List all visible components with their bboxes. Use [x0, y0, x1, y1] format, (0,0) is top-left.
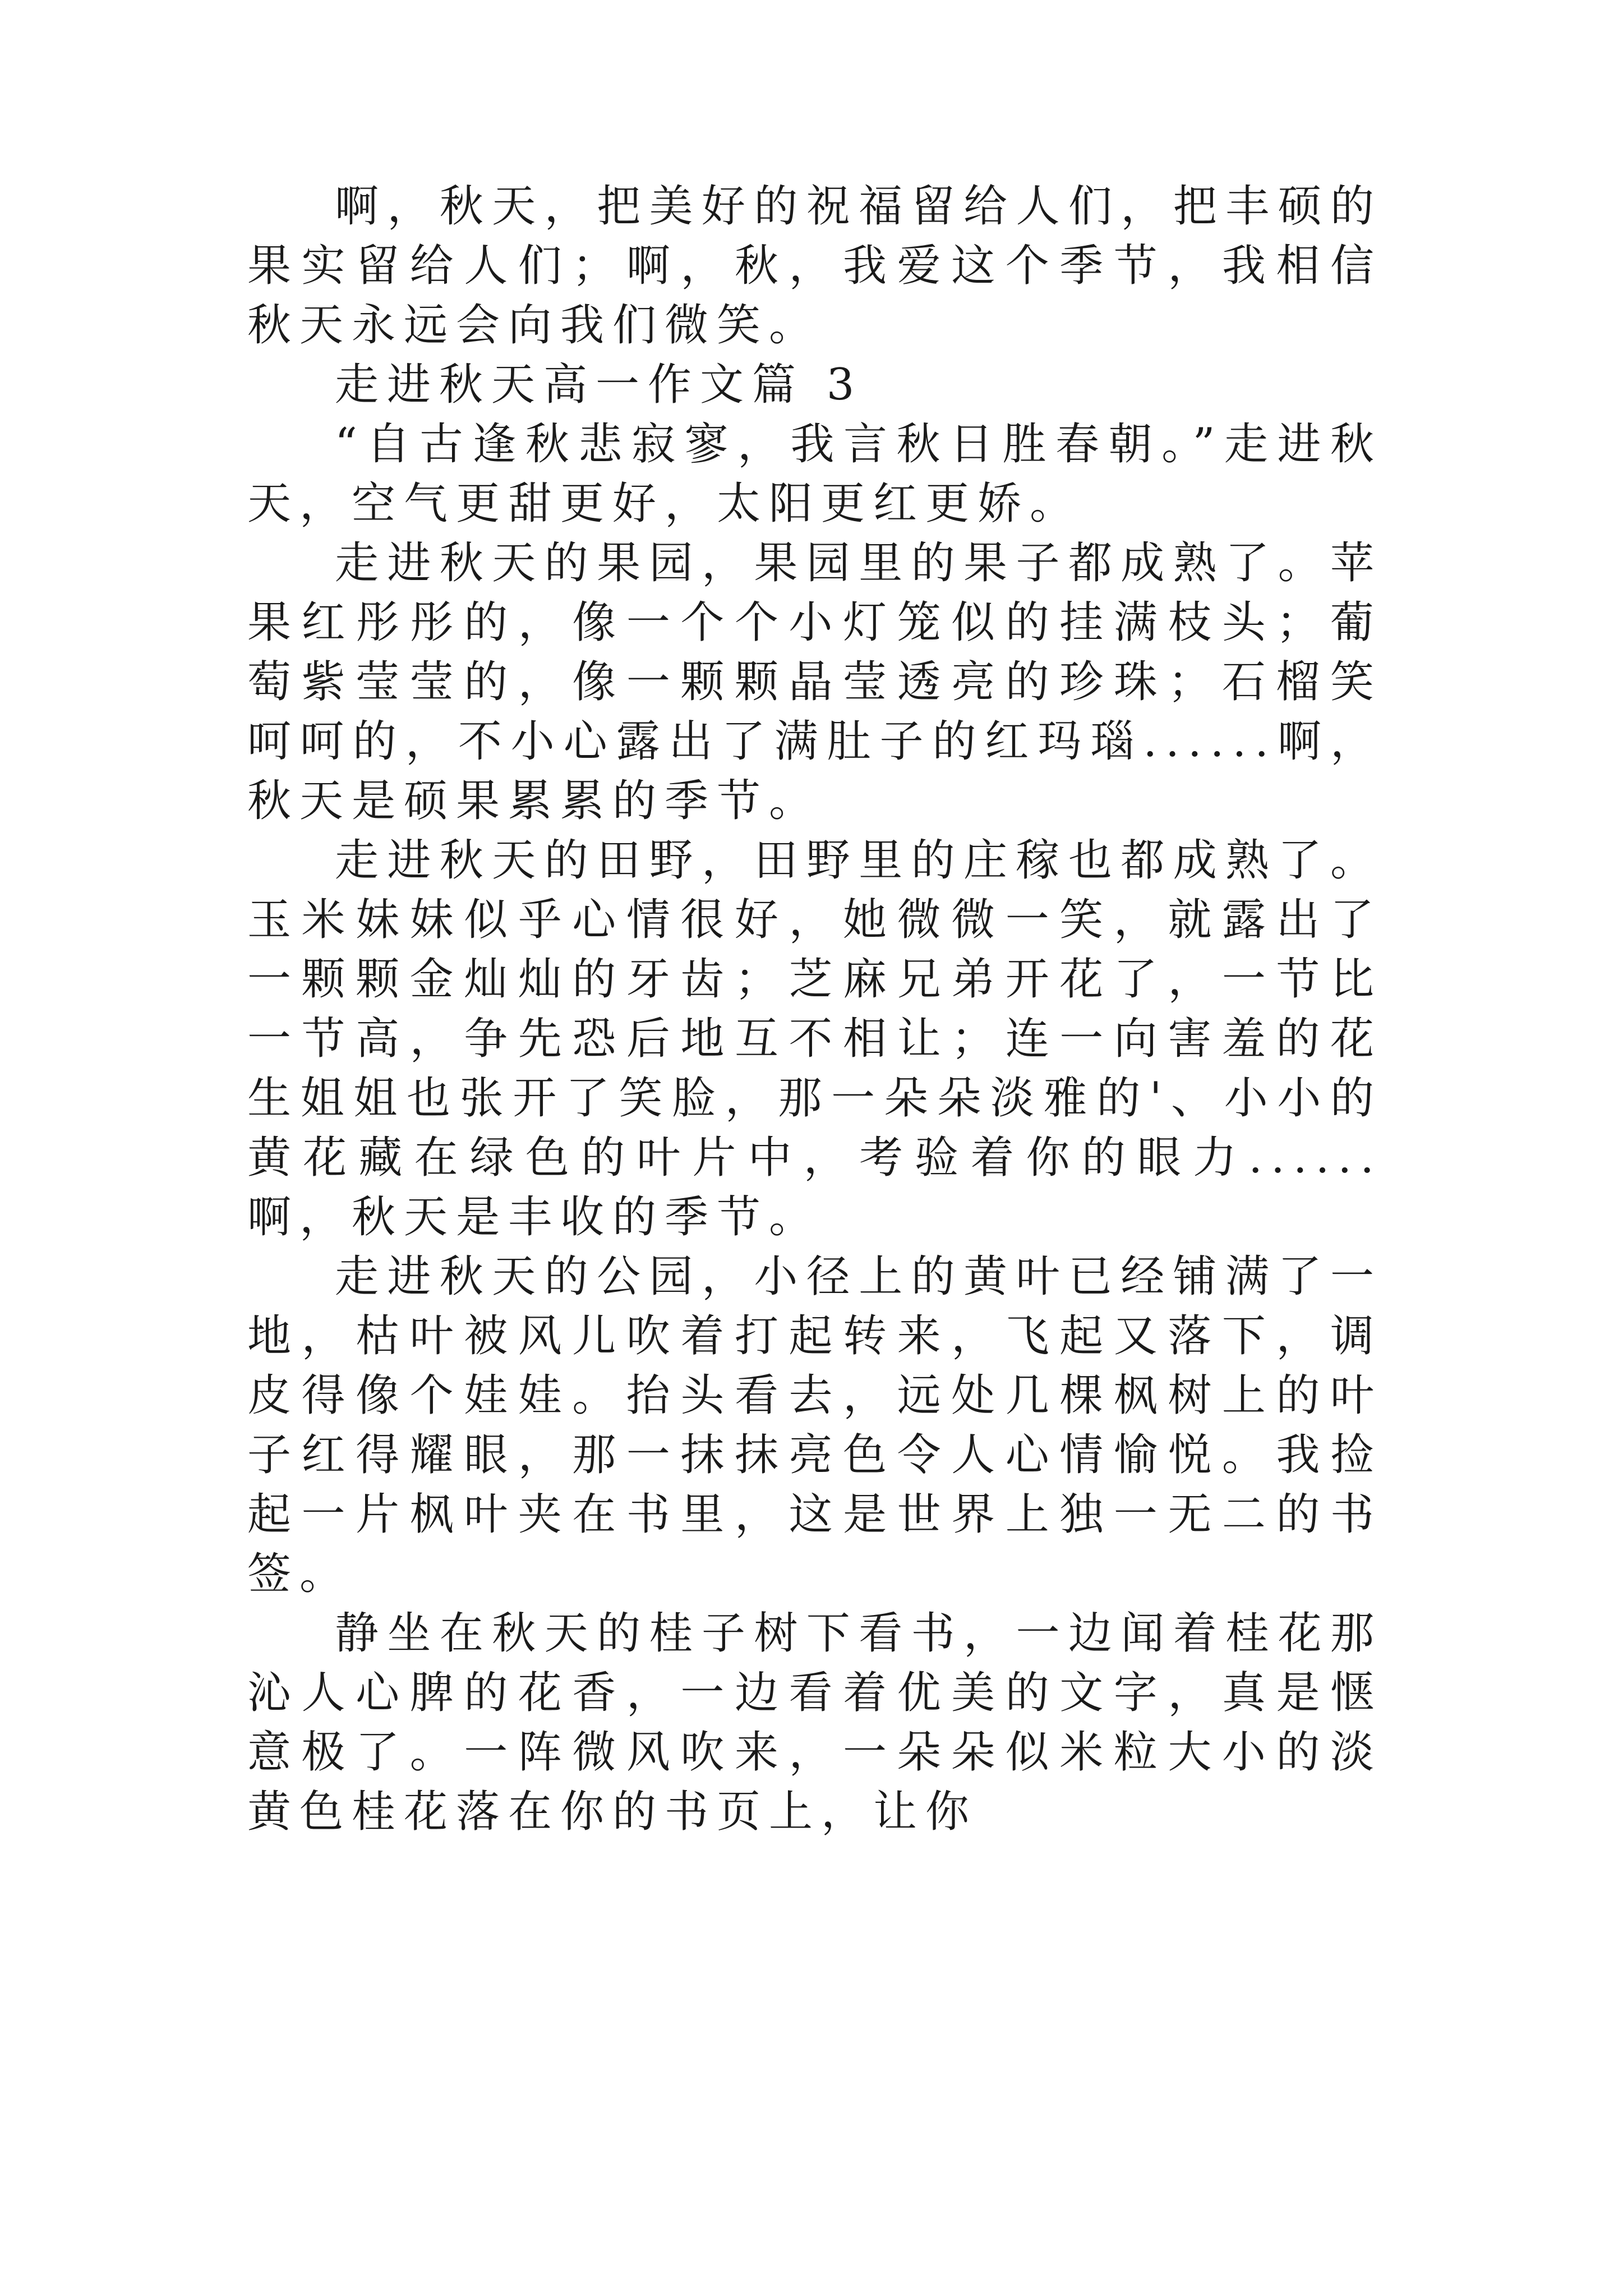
- paragraph-park: 走进秋天的公园，小径上的黄叶已经铺满了一地，枯叶被风儿吹着打起转来，飞起又落下，调皮得像个娃娃。抬头看去，远处几棵枫树上的叶子红得耀眼，那一抹抹亮色令人心情愉悦。我捡起一片枫叶夹在书里，这是世界上独一无二的书签。: [247, 1251, 1382, 1599]
- document-body: [247, 177, 1382, 1842]
- paragraph-fields: 走进秋天的田野，田野里的庄稼也都成熟了。玉米妹妹似乎心情很好，她微微一笑，就露出了一颗颗金灿灿的牙齿；芝麻兄弟开花了，一节比一节高，争先恐后地互不相让；连一向害羞的花生姐姐也张开了笑脸，那一朵朵淡雅的'、小小的黄花藏在绿色的叶片中，考验着你的眼力......啊，秋天是丰收的季节。: [247, 835, 1382, 1243]
- paragraph-intro: “自古逢秋悲寂寥，我言秋日胜春朝。”走进秋天，空气更甜更好，太阳更红更娇。: [247, 419, 1382, 529]
- paragraph-osmanthus: 静坐在秋天的桂子树下看书，一边闻着桂花那沁人心脾的花香，一边看着优美的文字，真是惬意极了。一阵微风吹来，一朵朵似米粒大小的淡黄色桂花落在你的书页上，让你: [247, 1608, 1382, 1837]
- paragraph-orchard: 走进秋天的果园，果园里的果子都成熟了。苹果红彤彤的，像一个个小灯笼似的挂满枝头；葡萄紫莹莹的，像一颗颗晶莹透亮的珍珠；石榴笑呵呵的，不小心露出了满肚子的红玛瑙......啊，秋天是硕果累累的季节。: [247, 538, 1382, 826]
- paragraph-closing: 啊，秋天，把美好的祝福留给人们，把丰硕的果实留给人们；啊，秋，我爱这个季节，我相信秋天永远会向我们微笑。: [247, 181, 1382, 351]
- section-title: 走进秋天高一作文篇 3: [335, 360, 863, 410]
